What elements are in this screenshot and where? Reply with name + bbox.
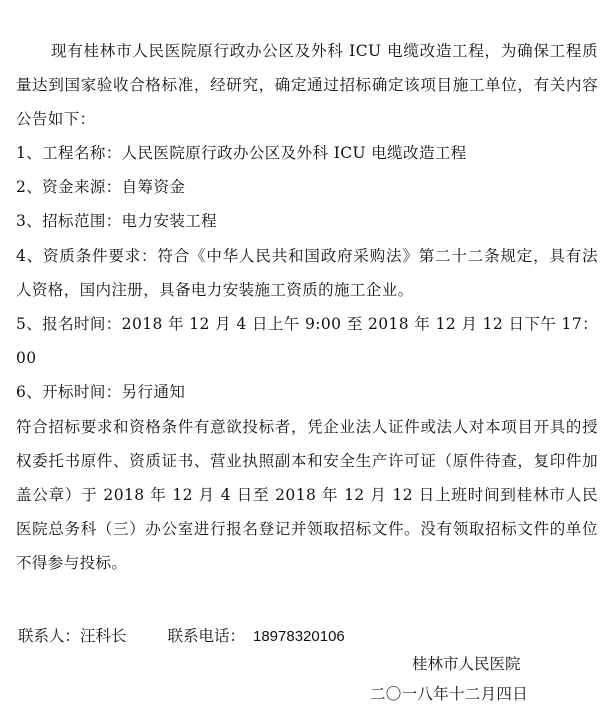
- item-bid-scope: 3、招标范围：电力安装工程: [16, 212, 218, 231]
- notice-items: [0, 136, 612, 581]
- item-funding-source: 2、资金来源：自筹资金: [16, 178, 186, 197]
- item-qualification: 4、资质条件要求：符合《中华人民共和国政府采购法》第二十二条规定，具有法人资格，国内注册，具备电力安装施工资质的施工企业。: [16, 246, 598, 299]
- signature-organization: 桂林市人民医院: [412, 655, 521, 673]
- contact-person: 汪科长: [80, 627, 127, 645]
- item-opening-time: 6、开标时间：另行通知: [16, 383, 186, 402]
- item-registration-time: 5、报名时间：2018 年 12 月 4 日上午 9:00 至 2018 年 12 月 12 日下午 17：00: [16, 315, 598, 368]
- requirements-paragraph: 符合招标要求和资格条件有意欲投标者，凭企业法人证件或法人对本项目开具的授权委托书原件、资质证书、营业执照副本和安全生产许可证（原件待查，复印件加盖公章）于 2018 年 12 月 4 日至 2018 年 12 月 12 日上班时间到桂林市人民医院总务科（三）办公室进行报名登记并领取招标文件。没有领取招标文件的单位不得参与投标。: [16, 417, 598, 573]
- item-project-name: 1、工程名称：人民医院原行政办公区及外科 ICU 电缆改造工程: [16, 144, 467, 162]
- signature-date: 二〇一八年十二月四日: [370, 685, 529, 703]
- intro-paragraph: 现有桂林市人民医院原行政办公区及外科 ICU 电缆改造工程，为确保工程质量达到国家验收合格标准，经研究，确定通过招标确定该项目施工单位，有关内容公告如下：: [16, 42, 598, 129]
- contact-person-label: 联系人：: [18, 627, 81, 645]
- contact-line: [18, 623, 345, 650]
- contact-phone: 18978320106: [252, 628, 345, 645]
- contact-phone-label: 联系电话：: [167, 627, 245, 645]
